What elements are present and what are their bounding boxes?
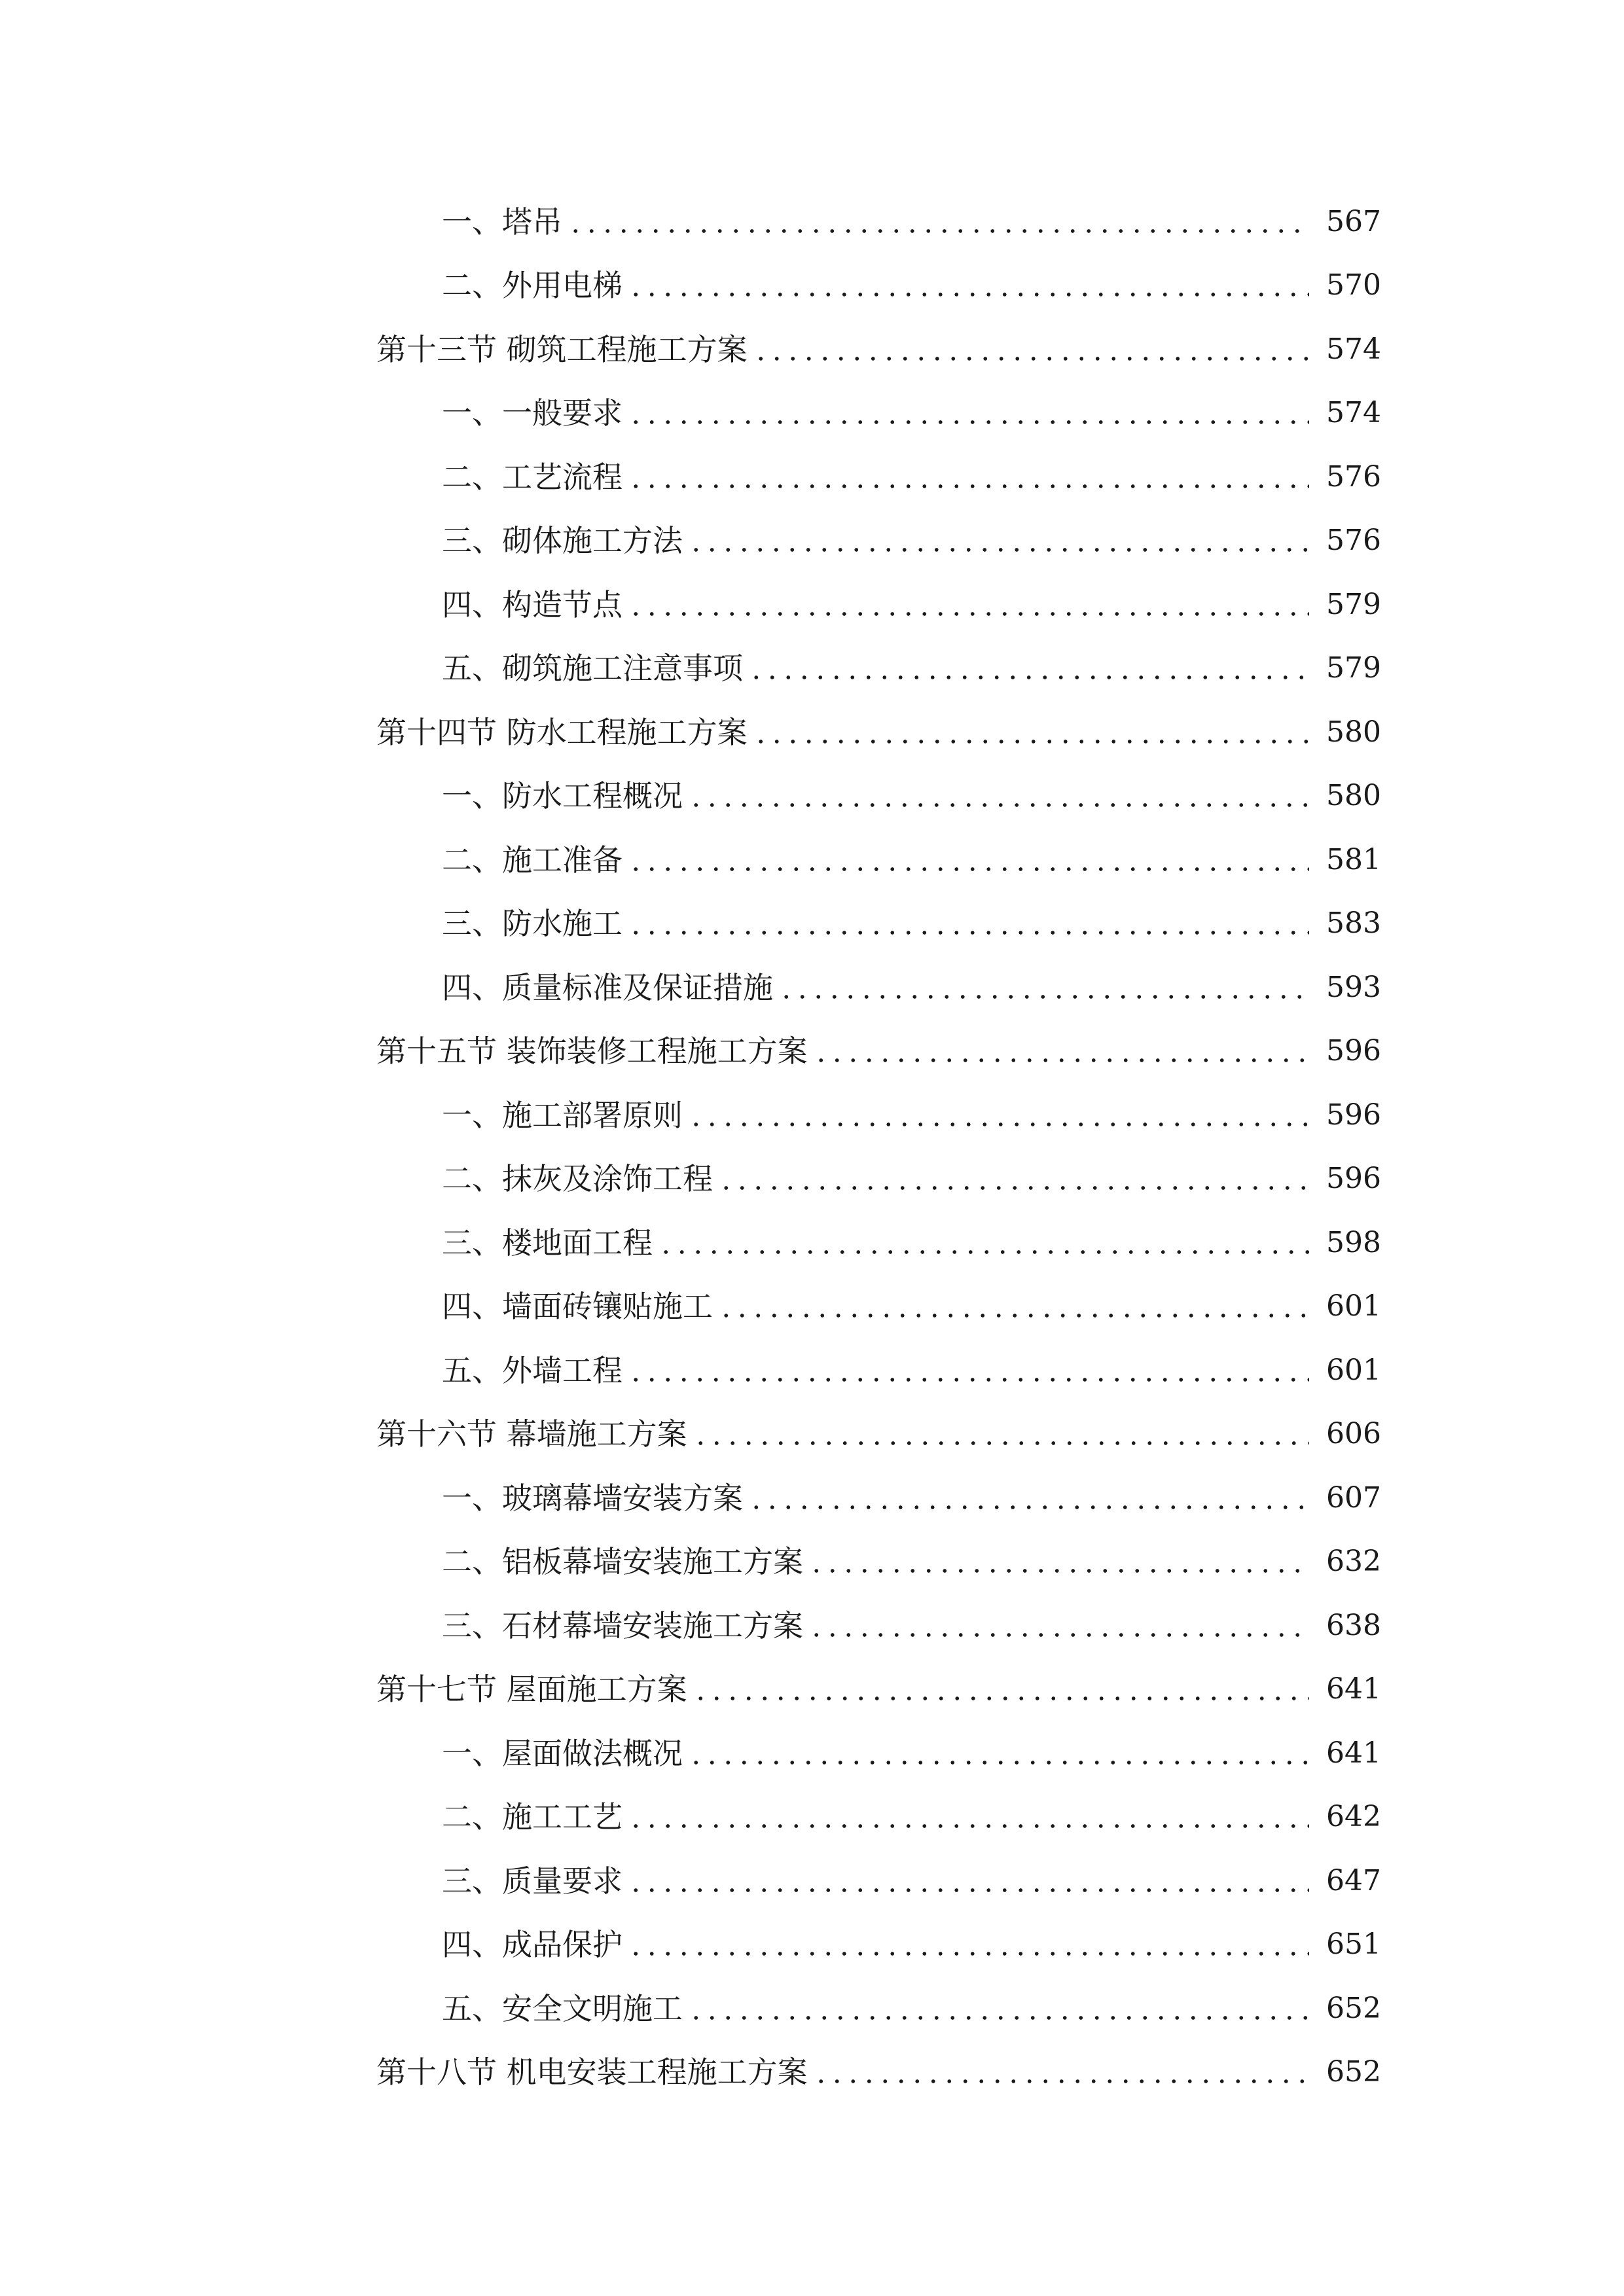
dot-leader: [658, 1228, 1309, 1258]
toc-item-entry[interactable]: [0, 1530, 1624, 1594]
toc-entry-title: 五、安全文明施工: [442, 1990, 683, 2026]
dot-leader: [693, 1419, 1309, 1449]
dot-leader: [628, 908, 1309, 939]
toc-entry-title: 第十五节 装饰装修工程施工方案: [376, 1033, 808, 1069]
toc-page-number: 580: [1326, 715, 1381, 749]
toc-page-number: 598: [1326, 1225, 1381, 1259]
dot-leader: [748, 1483, 1309, 1513]
toc-item-entry[interactable]: [0, 1594, 1624, 1658]
toc-page-number: 576: [1326, 459, 1381, 493]
toc-section-entry[interactable]: [0, 2041, 1624, 2105]
toc-page-number: 606: [1326, 1417, 1381, 1451]
toc-page-number: 596: [1326, 1034, 1381, 1068]
dot-leader: [753, 334, 1309, 365]
toc-page-number: 652: [1326, 1991, 1381, 2025]
dot-leader: [568, 207, 1309, 237]
toc-section-entry[interactable]: [0, 1020, 1624, 1084]
dot-leader: [808, 1547, 1309, 1577]
toc-page-number: 576: [1326, 524, 1381, 558]
toc-page-number: 647: [1326, 1863, 1381, 1897]
toc-page-number: 593: [1326, 970, 1381, 1004]
toc-entry-title: 二、外用电梯: [442, 268, 623, 304]
dot-leader: [628, 462, 1309, 492]
dot-leader: [628, 590, 1309, 620]
toc-item-entry[interactable]: [0, 956, 1624, 1020]
toc-item-entry[interactable]: [0, 1785, 1624, 1850]
toc-page-number: 567: [1326, 204, 1381, 238]
toc-entry-title: 三、石材幕墙安装施工方案: [442, 1607, 803, 1643]
toc-page-number: 601: [1326, 1353, 1381, 1387]
toc-page-number: 570: [1326, 268, 1381, 302]
dot-leader: [718, 1291, 1309, 1321]
dot-leader: [628, 398, 1309, 428]
toc-entry-title: 第十八节 机电安装工程施工方案: [376, 2054, 808, 2090]
toc-page-number: 607: [1326, 1480, 1381, 1515]
toc-entry-title: 二、施工工艺: [442, 1799, 623, 1835]
toc-item-entry[interactable]: [0, 1083, 1624, 1147]
dot-leader: [813, 2057, 1309, 2087]
toc-item-entry[interactable]: [0, 892, 1624, 956]
toc-entry-title: 五、外墙工程: [442, 1352, 623, 1388]
toc-item-entry[interactable]: [0, 509, 1624, 573]
toc-entry-title: 三、砌体施工方法: [442, 523, 683, 559]
toc-entry-title: 二、施工准备: [442, 842, 623, 878]
toc-page-number: 596: [1326, 1098, 1381, 1132]
toc-item-entry[interactable]: [0, 1721, 1624, 1785]
toc-entry-title: 第十六节 幕墙施工方案: [376, 1416, 687, 1452]
toc-entry-title: 第十七节 屋面施工方案: [376, 1672, 687, 1708]
toc-entry-title: 三、防水施工: [442, 906, 623, 942]
toc-item-entry[interactable]: [0, 573, 1624, 637]
toc-item-entry[interactable]: [0, 828, 1624, 892]
toc-entry-title: 第十四节 防水工程施工方案: [376, 714, 748, 750]
dot-leader: [628, 845, 1309, 875]
toc-entry-title: 四、质量标准及保证措施: [442, 969, 773, 1005]
toc-entry-title: 三、质量要求: [442, 1863, 623, 1899]
dot-leader: [628, 1866, 1309, 1896]
toc-page-number: 652: [1326, 2055, 1381, 2089]
toc-page-number: 579: [1326, 587, 1381, 621]
toc-item-entry[interactable]: [0, 1211, 1624, 1275]
toc-entry-title: 四、墙面砖镶贴施工: [442, 1289, 713, 1325]
toc-item-entry[interactable]: [0, 190, 1624, 254]
toc-page-number: 632: [1326, 1545, 1381, 1579]
dot-leader: [688, 1994, 1309, 2024]
dot-leader: [808, 1611, 1309, 1641]
toc-entry-title: 一、一般要求: [442, 395, 623, 431]
dot-leader: [778, 973, 1309, 1003]
toc-item-entry[interactable]: [0, 1977, 1624, 2041]
toc-page-number: 581: [1326, 842, 1381, 876]
toc-entry-title: 第十三节 砌筑工程施工方案: [376, 331, 748, 367]
toc-item-entry[interactable]: [0, 764, 1624, 829]
toc-page-number: 642: [1326, 1800, 1381, 1834]
toc-page-number: 574: [1326, 396, 1381, 430]
toc-entry-title: 二、工艺流程: [442, 459, 623, 495]
toc-entry-title: 四、成品保护: [442, 1927, 623, 1963]
dot-leader: [628, 1929, 1309, 1960]
toc-page-number: 638: [1326, 1608, 1381, 1642]
toc-page-number: 641: [1326, 1672, 1381, 1706]
dot-leader: [688, 526, 1309, 556]
dot-leader: [628, 1355, 1309, 1386]
toc-item-entry[interactable]: [0, 445, 1624, 509]
toc-item-entry[interactable]: [0, 1913, 1624, 1977]
table-of-contents: [0, 190, 1624, 2104]
toc-item-entry[interactable]: [0, 1147, 1624, 1211]
toc-entry-title: 三、楼地面工程: [442, 1225, 653, 1261]
dot-leader: [688, 781, 1309, 811]
toc-entry-title: 五、砌筑施工注意事项: [442, 651, 743, 687]
toc-entry-title: 一、施工部署原则: [442, 1097, 683, 1133]
toc-page-number: 579: [1326, 651, 1381, 685]
dot-leader: [688, 1738, 1309, 1768]
dot-leader: [688, 1100, 1309, 1130]
toc-entry-title: 一、屋面做法概况: [442, 1735, 683, 1771]
toc-section-entry[interactable]: [0, 317, 1624, 382]
toc-entry-title: 四、构造节点: [442, 586, 623, 622]
toc-entry-title: 一、玻璃幕墙安装方案: [442, 1480, 743, 1516]
toc-entry-title: 一、塔吊: [442, 204, 562, 240]
toc-page-number: 651: [1326, 1928, 1381, 1962]
dot-leader: [693, 1674, 1309, 1704]
toc-entry-title: 二、抹灰及涂饰工程: [442, 1161, 713, 1197]
dot-leader: [748, 653, 1309, 683]
toc-section-entry[interactable]: [0, 700, 1624, 764]
toc-item-entry[interactable]: [0, 1849, 1624, 1913]
toc-page-number: 601: [1326, 1289, 1381, 1323]
toc-entry-title: 一、防水工程概况: [442, 778, 683, 814]
toc-item-entry[interactable]: [0, 637, 1624, 701]
toc-page-number: 641: [1326, 1736, 1381, 1770]
toc-page-number: 574: [1326, 332, 1381, 366]
toc-page-number: 583: [1326, 906, 1381, 941]
dot-leader: [628, 1802, 1309, 1832]
toc-page-number: 580: [1326, 779, 1381, 813]
toc-item-entry[interactable]: [0, 1275, 1624, 1339]
toc-item-entry[interactable]: [0, 1338, 1624, 1403]
dot-leader: [753, 717, 1309, 747]
toc-section-entry[interactable]: [0, 1658, 1624, 1722]
toc-item-entry[interactable]: [0, 1466, 1624, 1530]
toc-item-entry[interactable]: [0, 254, 1624, 318]
toc-page-number: 596: [1326, 1162, 1381, 1196]
dot-leader: [628, 270, 1309, 300]
toc-entry-title: 二、铝板幕墙安装施工方案: [442, 1544, 803, 1580]
toc-section-entry[interactable]: [0, 1403, 1624, 1467]
dot-leader: [813, 1036, 1309, 1066]
toc-item-entry[interactable]: [0, 382, 1624, 446]
dot-leader: [718, 1164, 1309, 1194]
